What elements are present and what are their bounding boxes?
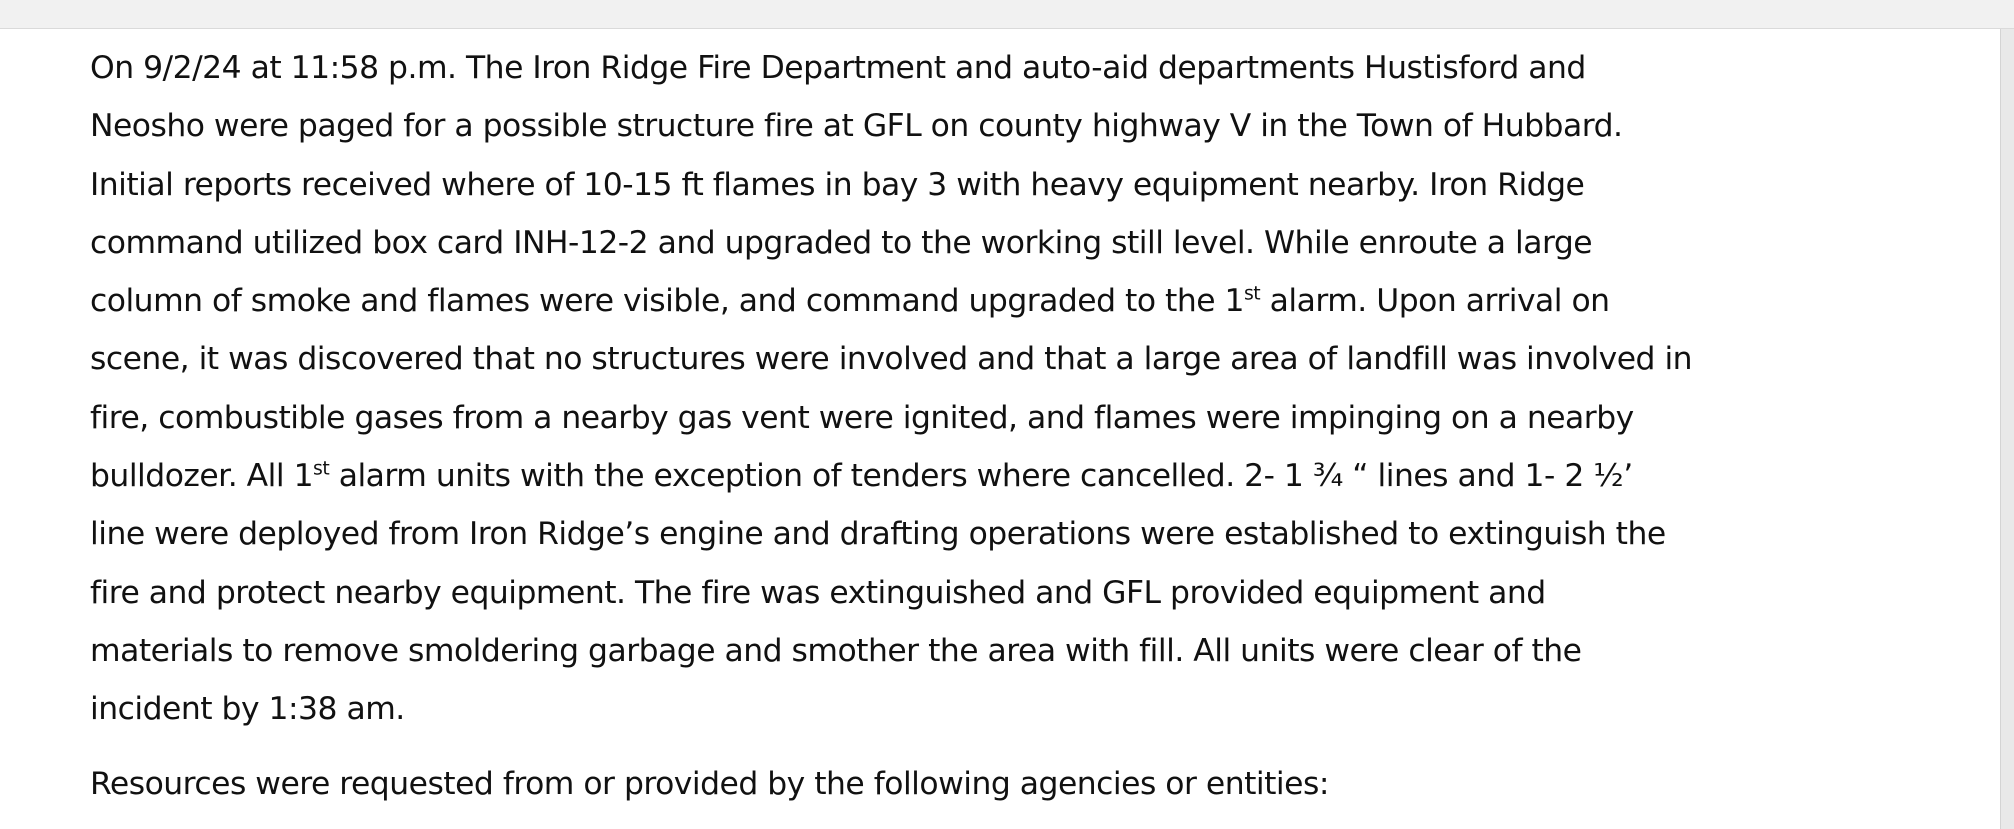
paragraph-line-8: bulldozer. All 1st alarm units with the exception of tenders where cancelled. 2- 1 ¾ “ lines and 1- 2 ½’ — [90, 458, 1633, 495]
paragraph-line-11: materials to remove smoldering garbage and smother the area with fill. All units were clear of the — [90, 632, 1582, 669]
paragraph-line-5: column of smoke and flames were visible, and command upgraded to the 1st alarm. Upon arrival on — [90, 283, 1610, 320]
paragraph-line-9: line were deployed from Iron Ridge’s engine and drafting operations were established to extinguish the — [90, 516, 1666, 553]
paragraph-line-10: fire and protect nearby equipment. The fire was extinguished and GFL provided equipment and — [90, 574, 1546, 611]
paragraph-line-7: fire, combustible gases from a nearby gas vent were ignited, and flames were impinging on a nearby — [90, 399, 1634, 436]
paragraph-line-1: On 9/2/24 at 11:58 p.m. The Iron Ridge Fire Department and auto-aid departments Hustisford and — [90, 50, 1586, 86]
paragraph-line-2: Neosho were paged for a possible structure fire at GFL on county highway V in the Town of Hubbard. — [90, 108, 1623, 145]
paragraph-line-6: scene, it was discovered that no structures were involved and that a large area of landfill was involved in — [90, 341, 1693, 378]
paragraph-line-12: incident by 1:38 am. — [90, 691, 405, 728]
paragraph-line-4: command utilized box card INH-12-2 and upgraded to the working still level. While enroute a large — [90, 224, 1593, 261]
viewer-right-edge — [2000, 29, 2014, 829]
resources-heading: Resources were requested from or provided by the following agencies or entities: — [90, 766, 1329, 802]
incident-narrative-paragraph — [90, 39, 1990, 739]
viewer-top-band — [0, 0, 2014, 29]
paragraph-line-3: Initial reports received where of 10-15 ft flames in bay 3 with heavy equipment nearby. Iron Ridge — [90, 166, 1585, 203]
document-page — [0, 29, 2000, 829]
